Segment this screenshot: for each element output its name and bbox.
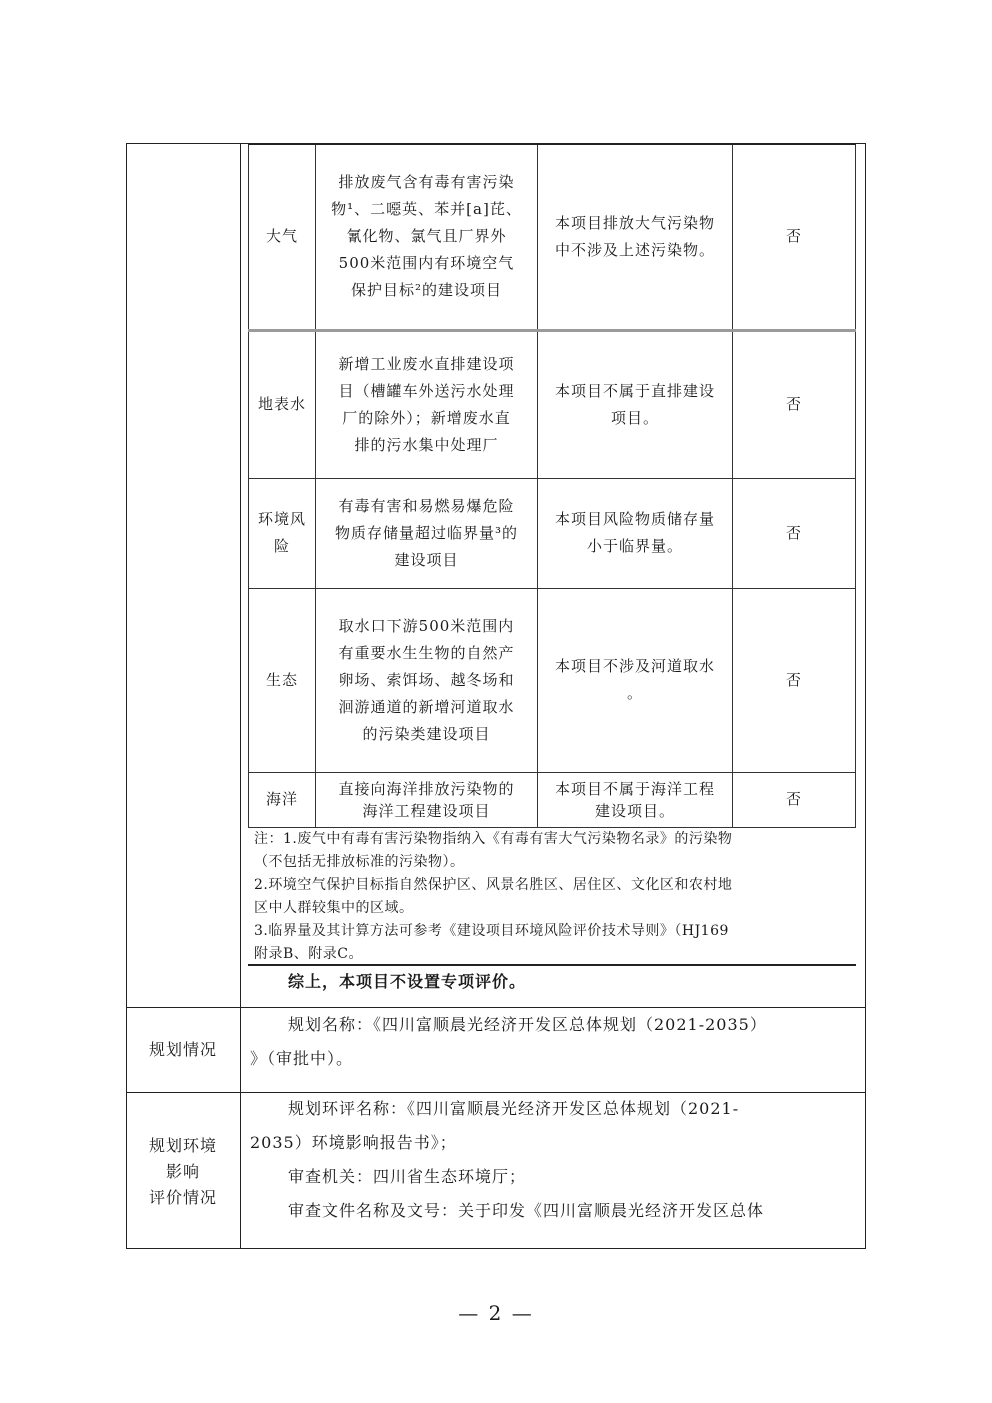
row-divider-planning [126,1007,866,1008]
table-notes [254,828,854,966]
notes-divider [248,964,856,966]
note-line: 3.临界量及其计算方法可参考《建设项目环境风险评价技术导则》（HJ169 [254,923,729,939]
note-line: 2.环境空气保护目标指自然保护区、风景名胜区、居住区、文化区和农村地 [254,877,733,893]
result-cell: 否 [733,588,856,772]
eia-line: 审查机关：四川省生态环境厅； [288,1167,527,1186]
status-cell: 本项目排放大气污染物 中不涉及上述污染物。 [538,144,733,330]
planning-label: 规划情况 [148,1040,217,1059]
result-cell: 否 [733,144,856,330]
status-cell: 本项目不涉及河道取水 。 [538,588,733,772]
note-line: 附录B、附录C。 [254,946,363,962]
category-cell: 海洋 [249,772,316,827]
status-cell: 本项目不属于直排建设 项目。 [538,330,733,478]
conclusion-text: 综上，本项目不设置专项评价。 [288,972,527,991]
condition-cell: 直接向海洋排放污染物的 海洋工程建设项目 [316,772,538,827]
table-row [249,330,856,478]
note-line: 注：1.废气中有毒有害污染物指纳入《有毒有害大气污染物名录》的污染物 [254,831,733,847]
label-column-divider [240,143,241,1249]
category-cell: 地表水 [249,330,316,478]
condition-cell: 排放废气含有毒有害污染 物¹、二噁英、苯并[a]芘、 氰化物、氯气且厂界外 500米范围内有环境空气 保护目标²的建设项目 [316,144,538,330]
planning-text [250,1011,856,1079]
eia-label: 规划环境 影响 评价情况 [148,1136,217,1207]
table-row [249,144,856,330]
category-cell: 大气 [249,144,316,330]
planning-line: 》（审批中）。 [250,1049,354,1068]
condition-cell: 新增工业废水直排建设项 目（槽罐车外送污水处理 厂的除外）；新增废水直 排的污水集中处理厂 [316,330,538,478]
screening-table [248,143,856,828]
note-line: 区中人群较集中的区域。 [254,900,414,916]
note-line: （不包括无排放标准的污染物）。 [254,854,465,870]
condition-cell: 取水口下游500米范围内 有重要水生生物的自然产 卵场、索饵场、越冬场和 洄游通道的新增河道取水 的污染类建设项目 [316,588,538,772]
table-row [249,478,856,588]
status-cell: 本项目风险物质储存量 小于临界量。 [538,478,733,588]
row-divider-eia [126,1092,866,1093]
result-cell: 否 [733,478,856,588]
table-row [249,772,856,827]
status-cell: 本项目不属于海洋工程 建设项目。 [538,772,733,827]
category-cell: 环境风 险 [249,478,316,588]
result-cell: 否 [733,330,856,478]
eia-line: 2035）环境影响报告书》； [250,1133,457,1152]
page-number: — 2 — [458,1301,534,1325]
result-cell: 否 [733,772,856,827]
eia-line: 规划环评名称：《四川富顺晨光经济开发区总体规划（2021- [288,1099,740,1118]
table-row [249,588,856,772]
eia-line: 审查文件名称及文号：关于印发《四川富顺晨光经济开发区总体 [288,1201,765,1220]
eia-text [250,1095,856,1231]
planning-line: 规划名称：《四川富顺晨光经济开发区总体规划（2021-2035） [288,1015,767,1034]
category-cell: 生态 [249,588,316,772]
condition-cell: 有毒有害和易燃易爆危险 物质存储量超过临界量³的 建设项目 [316,478,538,588]
